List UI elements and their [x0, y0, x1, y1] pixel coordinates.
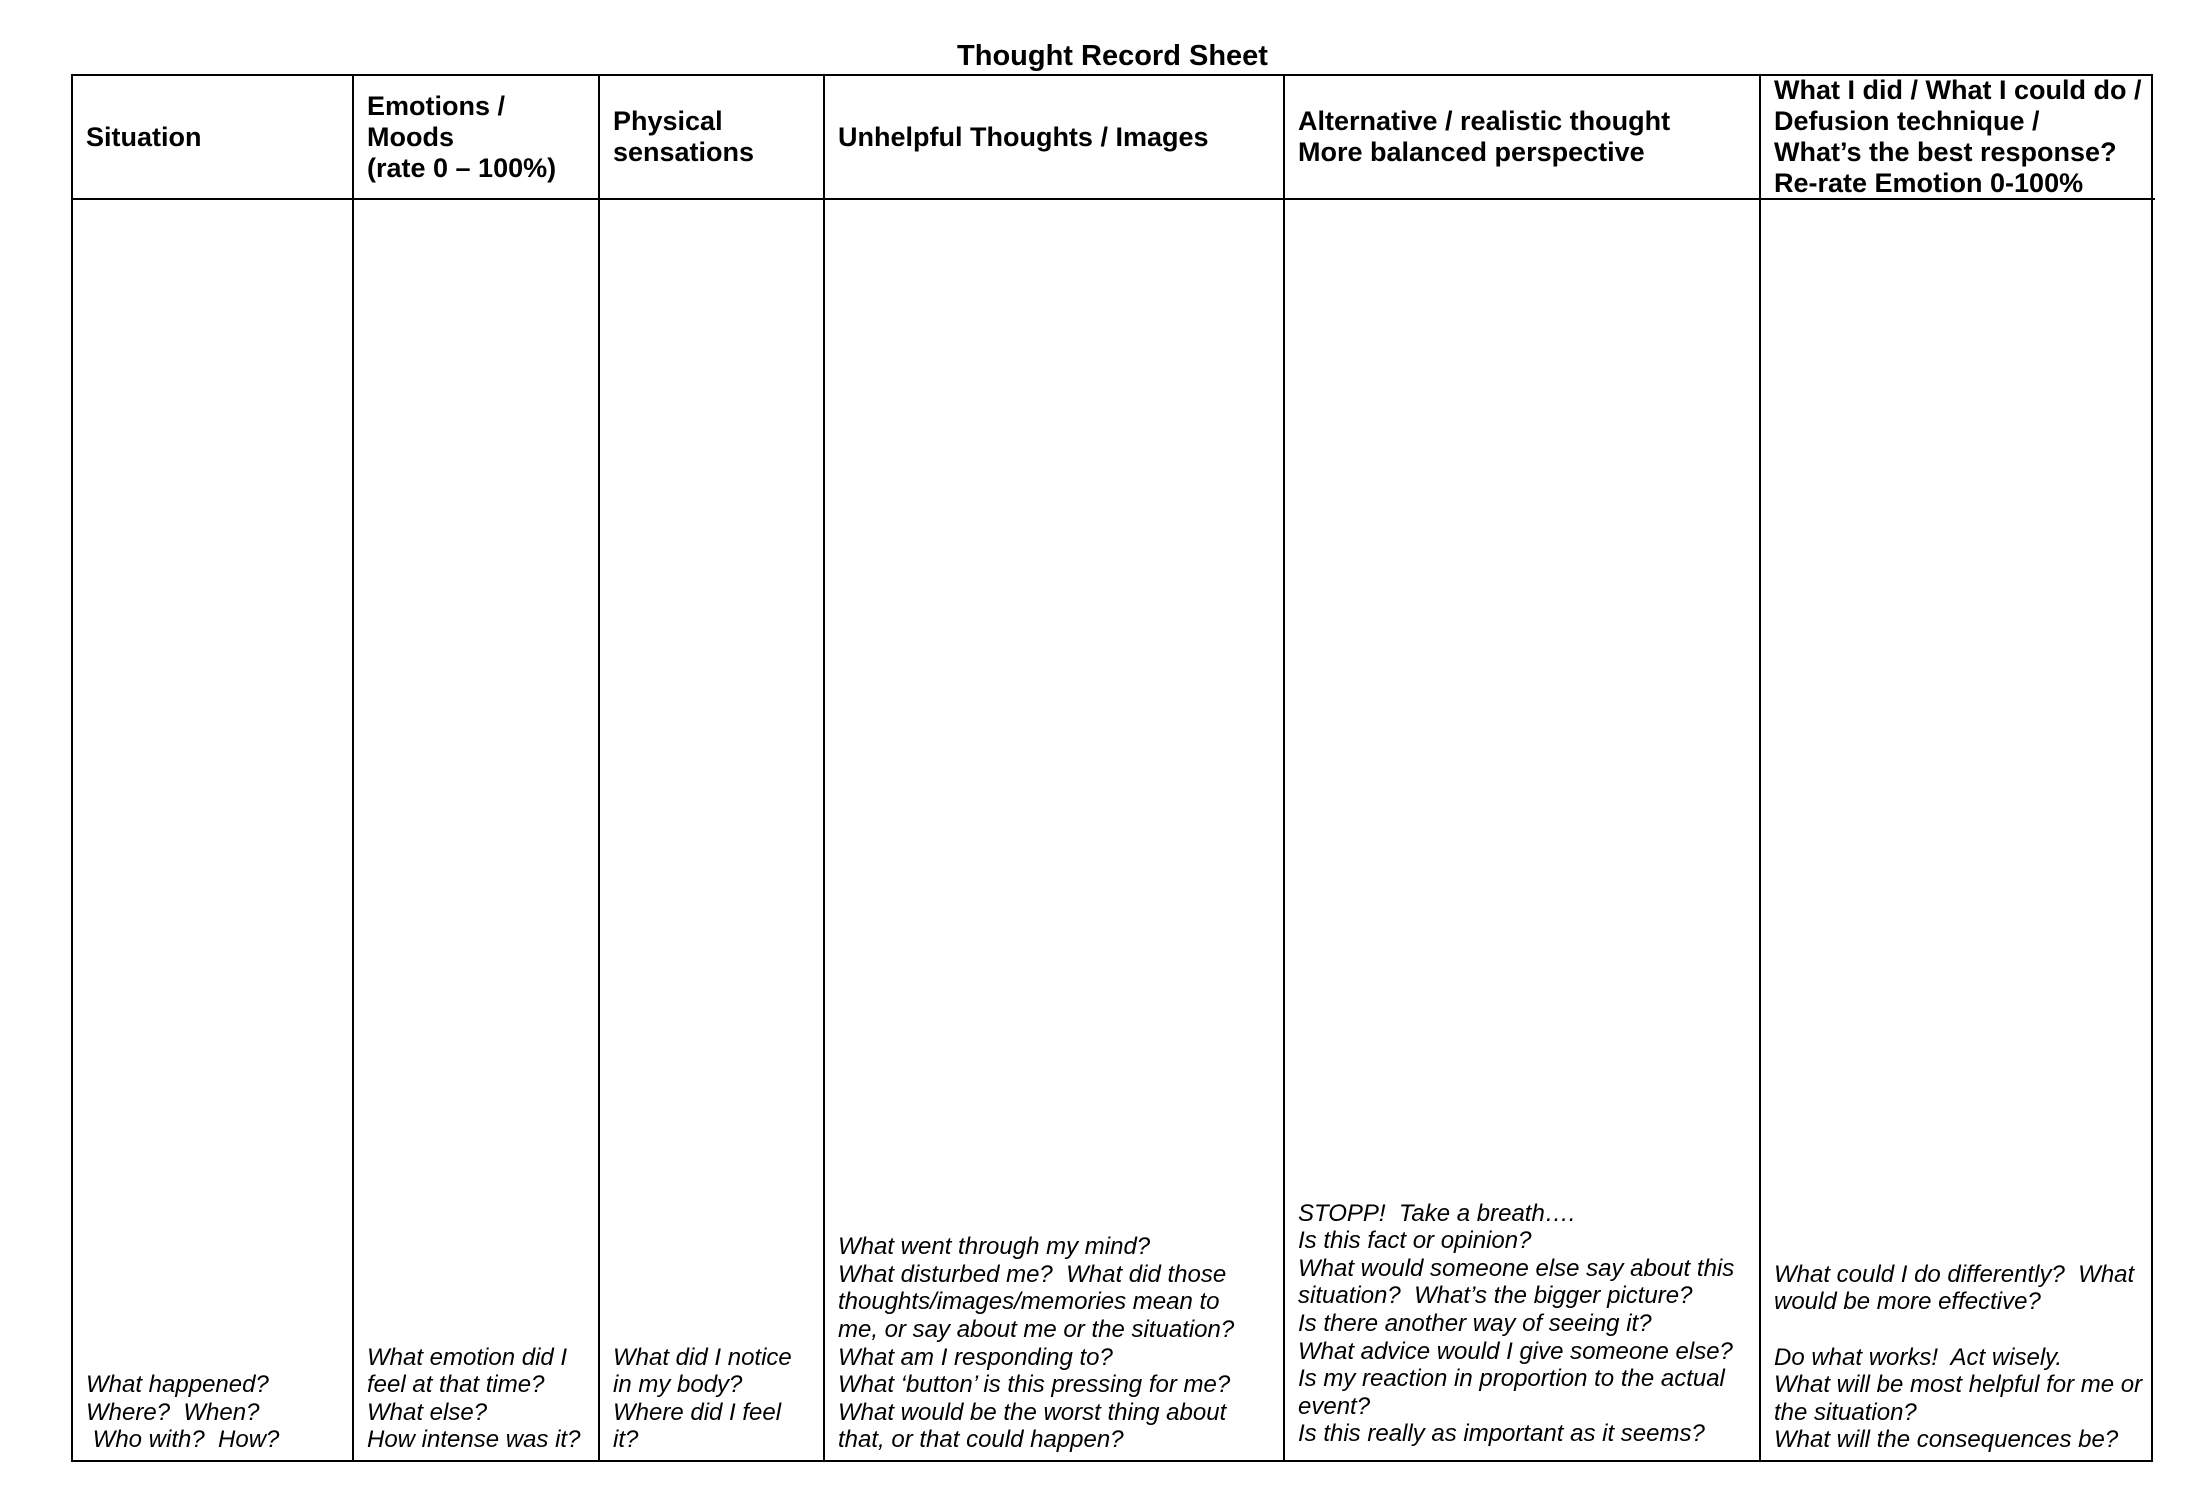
prompt-line: What advice would I give someone else?	[1298, 1337, 1733, 1365]
header-line: Physical	[613, 106, 723, 136]
column-best-response	[1761, 76, 2155, 1460]
prompt-line: me, or say about me or the situation?	[838, 1316, 1235, 1344]
prompt-line: What could I do differently? What	[1774, 1260, 2135, 1288]
prompt-line: the situation?	[1774, 1398, 1917, 1426]
prompt-line: Where did I feel	[613, 1398, 782, 1426]
page-title: Thought Record Sheet	[957, 40, 1268, 72]
prompt-line: What ‘button’ is this pressing for me?	[838, 1371, 1231, 1399]
header-line: What I did / What I could do /	[1774, 75, 2142, 105]
prompt-line: What happened?	[86, 1371, 269, 1399]
column-prompts	[1774, 1261, 2147, 1454]
prompt-line: What emotion did I	[367, 1343, 568, 1371]
prompt-line: Do what works! Act wisely.	[1774, 1343, 2063, 1371]
prompt-line: What am I responding to?	[838, 1343, 1113, 1371]
header-line: Situation	[86, 121, 202, 152]
prompt-line: that, or that could happen?	[838, 1426, 1124, 1454]
prompt-line: Is this really as important as it seems?	[1298, 1420, 1705, 1448]
column-physical-sensations	[600, 76, 825, 1460]
header-line: Unhelpful Thoughts / Images	[838, 121, 1209, 152]
column-prompts	[838, 1233, 1275, 1454]
prompt-line: What went through my mind?	[838, 1233, 1151, 1261]
prompt-line: What did I notice	[613, 1343, 792, 1371]
prompt-line: How intense was it?	[367, 1426, 581, 1454]
prompt-line: would be more effective?	[1774, 1288, 2041, 1316]
prompt-line: Is there another way of seeing it?	[1298, 1310, 1652, 1338]
header-line: Emotions /	[367, 90, 506, 121]
prompt-line: What else?	[367, 1398, 488, 1426]
prompt-line: What disturbed me? What did those	[838, 1260, 1227, 1288]
column-prompts	[367, 1344, 590, 1454]
prompt-line: Is my reaction in proportion to the actual	[1298, 1365, 1725, 1393]
thought-record-table	[71, 74, 2153, 1462]
column-emotions	[354, 76, 600, 1460]
prompt-line: What would someone else say about this	[1298, 1254, 1735, 1282]
header-line: Moods	[367, 121, 454, 152]
column-situation	[73, 76, 354, 1460]
prompt-line: Where? When?	[86, 1398, 260, 1426]
column-header	[825, 76, 1283, 200]
prompt-line: Is this fact or opinion?	[1298, 1227, 1532, 1255]
column-header	[354, 76, 598, 200]
header-line: Alternative / realistic thought	[1298, 106, 1671, 136]
prompt-line: event?	[1298, 1392, 1371, 1420]
prompt-line: in my body?	[613, 1371, 743, 1399]
prompt-line	[1774, 1316, 2147, 1344]
column-unhelpful-thoughts	[825, 76, 1285, 1460]
prompt-line: STOPP! Take a breath….	[1298, 1199, 1576, 1227]
prompt-line: situation? What’s the bigger picture?	[1298, 1282, 1693, 1310]
column-prompts	[86, 1371, 344, 1454]
prompt-line: Who with? How?	[86, 1426, 280, 1454]
prompt-line: it?	[613, 1426, 639, 1454]
prompt-line: What will the consequences be?	[1774, 1426, 2119, 1454]
column-header	[1761, 76, 2155, 200]
header-line: (rate 0 – 100%)	[367, 152, 557, 183]
column-alternative-thought	[1285, 76, 1761, 1460]
header-line: More balanced perspective	[1298, 137, 1645, 167]
header-line: Re-rate Emotion 0-100%	[1774, 168, 2084, 198]
header-line: What’s the best response?	[1774, 137, 2117, 167]
column-header	[1285, 76, 1759, 200]
prompt-line: thoughts/images/memories mean to	[838, 1288, 1220, 1316]
column-header	[600, 76, 823, 200]
column-header	[73, 76, 352, 200]
header-line: Defusion technique /	[1774, 106, 2040, 136]
prompt-line: What will be most helpful for me or	[1774, 1371, 2143, 1399]
header-line: sensations	[613, 137, 755, 167]
column-prompts	[1298, 1200, 1751, 1448]
prompt-line: feel at that time?	[367, 1371, 545, 1399]
prompt-line: What would be the worst thing about	[838, 1398, 1227, 1426]
column-prompts	[613, 1344, 815, 1454]
